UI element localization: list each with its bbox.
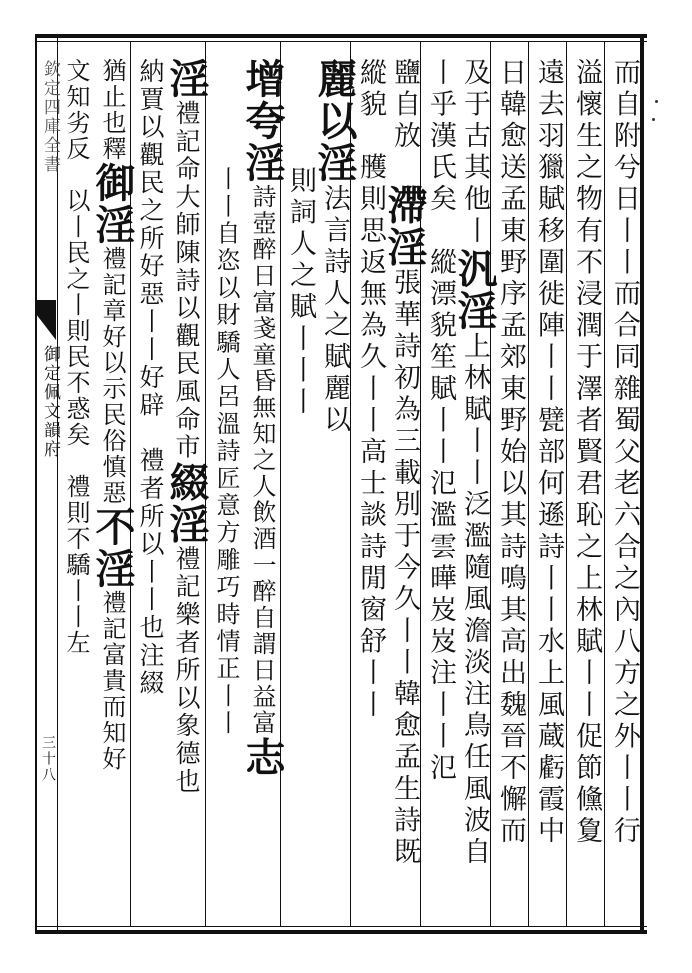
text-run: 禮記富貴而知好 <box>98 590 126 772</box>
speck <box>655 100 658 103</box>
text-run: 詩壺醉日富戔童昏無知之人飲酒一醉自謂日益富 <box>248 184 276 737</box>
text-run: 鹽自放 <box>389 58 420 185</box>
text-run: 禮記章好以示民俗慎惡 <box>98 246 126 506</box>
frame-bottom-border <box>35 930 647 934</box>
text-run: 猶止也釋 <box>98 58 126 162</box>
text-run: 丨丨自恣以財驕人呂溫詩匠意方雕巧時情正丨丨 <box>212 166 240 738</box>
text-column-1 <box>606 58 642 926</box>
text-run: 文知劣反 <box>62 58 90 188</box>
headword: 增夸淫 <box>239 58 286 184</box>
text-column-12 <box>208 58 244 926</box>
text-run: 而自附兮日丨丨而合同雜蜀父老六合之內八方之外丨丨行 <box>609 58 640 848</box>
text-run: 納賈以觀民之所好惡丨丨好辟 <box>136 58 165 448</box>
fold-mark <box>36 300 56 340</box>
text-run: 日韓愈送孟東野序孟郊東野始以其詩鳴其高出魏晉不懈而 <box>495 58 526 848</box>
text-column-2 <box>568 58 604 926</box>
text-column-4 <box>492 58 528 926</box>
text-run: 上林賦丨丨泛濫隨風澹淡注鳥任風波自 <box>459 331 490 869</box>
text-run: 禮者所以丨丨也注綴 <box>136 447 165 698</box>
text-column-9 <box>311 58 358 926</box>
text-column-14 <box>132 58 168 926</box>
text-run: 縱貌 <box>355 58 386 153</box>
text-column-16 <box>58 58 94 926</box>
column-rule <box>528 42 529 926</box>
margin-header-text: 欽定四庫全書 <box>40 60 60 174</box>
column-rule <box>604 42 605 926</box>
column-rule <box>566 42 567 926</box>
text-column-3 <box>530 58 566 926</box>
text-run: 雘則思返無為久丨丨高士談詩閒窗舒丨丨 <box>355 152 386 722</box>
speck <box>652 118 655 121</box>
frame-top-inner-line <box>35 41 647 42</box>
text-run: 禮記樂者所以象德也 <box>172 545 201 796</box>
text-column-5 <box>451 58 498 926</box>
headword: 綴淫 <box>163 461 210 546</box>
text-column-11 <box>239 58 286 926</box>
text-run: 禮則不驕丨丨左 <box>62 474 90 656</box>
text-run: 以丨民之丨則民不惑矣 <box>62 188 90 474</box>
headword: 麗以淫 <box>311 58 358 184</box>
text-column-13 <box>163 58 210 926</box>
text-run: 張華詩初為三載別于今久丨丨韓愈孟生詩既 <box>389 268 420 869</box>
text-run: 丨乎漢氏矣 <box>425 58 456 248</box>
book-title: 御定佩文韻府 <box>40 345 60 459</box>
headword: 淫 <box>163 58 210 100</box>
frame-bottom-inner-line <box>35 926 647 927</box>
text-run: 則詞人之賦丨丨丨 <box>285 166 316 419</box>
text-column-15 <box>89 58 136 926</box>
text-run: 溢懷生之物有不浸潤于澤者賢君恥之上林賦丨丨促節儵夐 <box>571 58 602 848</box>
frame-top-border <box>35 34 647 38</box>
headword: 滯淫 <box>381 184 428 269</box>
frame-left-border <box>35 34 37 934</box>
page-number: 三十八 <box>40 735 56 783</box>
text-column-7 <box>381 58 428 926</box>
headword: 志 <box>239 736 286 779</box>
text-column-10 <box>282 58 318 926</box>
text-run: 法言詩人之賦麗以 <box>319 184 350 437</box>
headword: 不淫 <box>89 506 136 590</box>
text-run: 遠去羽獵賦移圍徙陣丨丨甓部何遜詩丨丨水上風蔵虧霞中 <box>533 58 564 848</box>
headword: 御淫 <box>89 162 136 246</box>
text-run: 縱漂貌笙賦丨丨氾濫雲曄岌岌注丨丨氾 <box>425 247 456 785</box>
text-column-8 <box>352 58 388 926</box>
headword: 汎淫 <box>451 247 498 332</box>
text-run: 禮記命大師陳詩以觀民風命市 <box>172 100 201 462</box>
text-run: 及于古其他丨 <box>459 58 490 248</box>
